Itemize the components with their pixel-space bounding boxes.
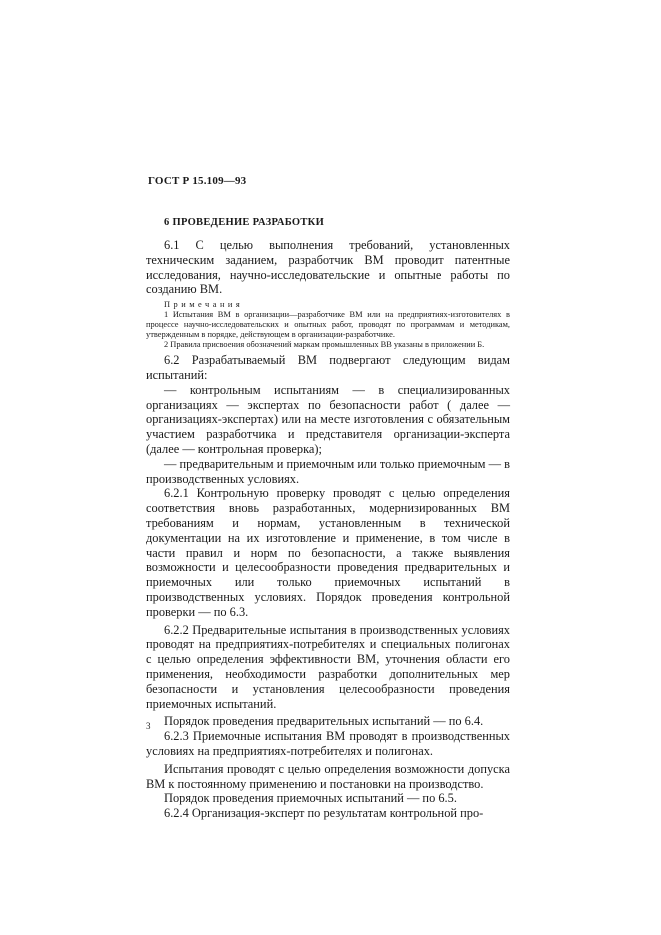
paragraph: — контрольным испытаниям — в специализированных организациях — экспертах по безопасности работ ( далее — организациях-экспертах) или на месте изготовления с обязательным участием разработчика и представителя организации-эксперта (далее — контрольная проверка); bbox=[146, 382, 510, 456]
document-body bbox=[146, 238, 510, 821]
note-item: 1 Испытания ВМ в организации—разработчике ВМ или на предприятиях-изготовителях в процессе научно-исследовательских и опытных работ, проводят по программам и методикам, утвержденным в порядке, действующем в организации-разработчике. bbox=[146, 310, 510, 340]
document-code: ГОСТ Р 15.109—93 bbox=[148, 175, 247, 187]
paragraph: Порядок проведения приемочных испытаний — по 6.5. bbox=[164, 791, 457, 806]
notes-title: Примечания bbox=[164, 300, 244, 310]
paragraph: 6.2.2 Предварительные испытания в производственных условиях проводят на предприятиях-потребителях и специальных полигонах с целью определения эффективности ВМ, уточнения области его применения, необходимости разработки дополнительных мер безопасности и установления целесообразности проведения приемочных испытаний. bbox=[146, 622, 510, 711]
paragraph: — предварительным и приемочным или только приемочным — в производственных условиях. bbox=[146, 456, 510, 486]
notes-block bbox=[146, 300, 510, 350]
page-number: 3 bbox=[146, 721, 151, 731]
section-title: 6 ПРОВЕДЕНИЕ РАЗРАБОТКИ bbox=[164, 217, 325, 228]
paragraph: 6.2.3 Приемочные испытания ВМ проводят в производственных условиях на предприятиях-потребителях и полигонах. bbox=[146, 729, 510, 758]
paragraph-6-1: 6.1 С целью выполнения требований, установленных техническим заданием, разработчик ВМ проводит патентные исследования, научно-исследовательские и опытные работы по созданию ВМ. bbox=[146, 238, 510, 297]
paragraph: Испытания проводят с целью определения возможности допуска ВМ к постоянному применению и постановки на производство. bbox=[146, 761, 510, 791]
paragraph: 6.2.4 Организация-эксперт по результатам контрольной про- bbox=[164, 806, 484, 821]
paragraph: 6.2 Разрабатываемый ВМ подвергают следующим видам испытаний: bbox=[146, 353, 510, 382]
paragraph: 6.2.1 Контрольную проверку проводят с целью определения соответствия вновь разработанных, модернизированных ВМ требованиям и нормам, установленным в технической документации на их изготовление и применение, в том числе в части правил и норм по безопасности, а также выявления возможности и целесообразности проведения предварительных и приемочных или только приемочных испытаний в производственных условиях. Порядок проведения контрольной проверки — по 6.3. bbox=[146, 486, 510, 619]
note-item: 2 Правила присвоения обозначений маркам промышленных ВВ указаны в приложении Б. bbox=[164, 340, 485, 350]
paragraph: Порядок проведения предварительных испытаний — по 6.4. bbox=[164, 714, 484, 729]
